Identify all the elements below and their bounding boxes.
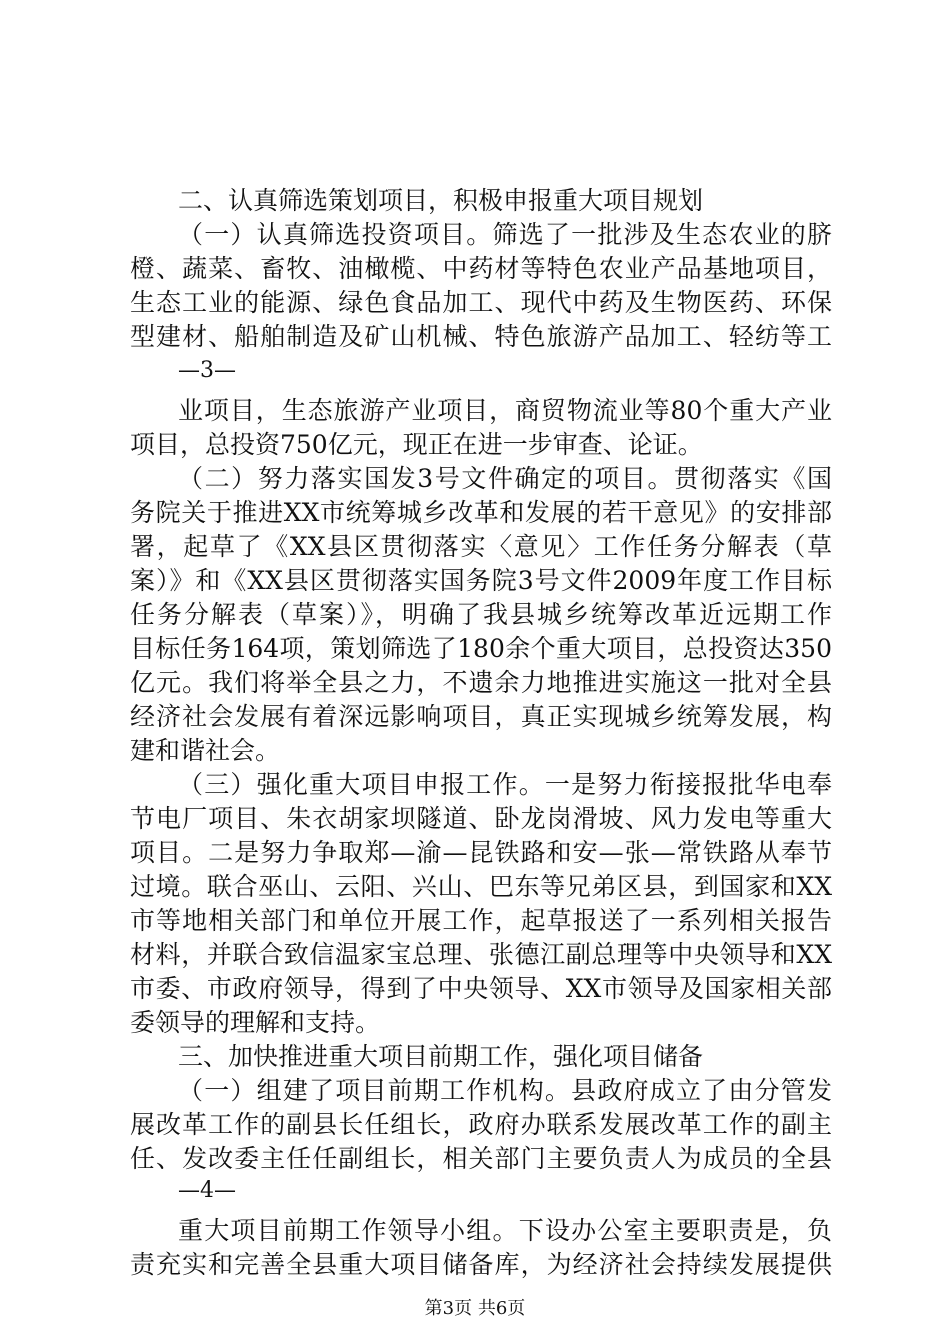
page-footer: 第3页 共6页 — [424, 1298, 526, 1319]
page-number-marker: —4— — [178, 1178, 236, 1203]
paragraph-line: 业项目，生态旅游产业项目，商贸物流业等80个重大产业 — [178, 396, 832, 425]
paragraph-line: （一）组建了项目前期工作机构。县政府成立了由分管发 — [178, 1076, 832, 1105]
paragraph-line: 过境。联合巫山、云阳、兴山、巴东等兄弟区县，到国家和XX — [130, 872, 832, 901]
paragraph-line: 项目，总投资750亿元，现正在进一步审查、论证。 — [130, 430, 703, 459]
paragraph-line: 市等地相关部门和单位开展工作，起草报送了一系列相关报告 — [130, 906, 832, 935]
paragraph-line: 任、发改委主任任副组长，相关部门主要负责人为成员的全县 — [130, 1144, 832, 1173]
paragraph-line: 重大项目前期工作领导小组。下设办公室主要职责是，负 — [178, 1216, 832, 1245]
paragraph-line: （二）努力落实国发3号文件确定的项目。贯彻落实《国 — [178, 464, 832, 493]
paragraph-line: 建和谐社会。 — [130, 736, 281, 765]
paragraph-line: 展改革工作的副县长任组长，政府办联系发展改革工作的副主 — [130, 1110, 832, 1139]
paragraph-line: 务院关于推进XX市统筹城乡改革和发展的若干意见》的安排部 — [130, 498, 832, 527]
paragraph-line: 委领导的理解和支持。 — [130, 1008, 381, 1037]
paragraph-line: 橙、蔬菜、畜牧、油橄榄、中药材等特色农业产品基地项目， — [130, 254, 832, 283]
paragraph-line: 项目。二是努力争取郑—渝—昆铁路和安—张—常铁路从奉节 — [130, 838, 832, 867]
paragraph-line: 目标任务164项，策划筛选了180余个重大项目，总投资达350 — [130, 634, 832, 663]
section-heading: 二、认真筛选策划项目，积极申报重大项目规划 — [178, 186, 704, 215]
paragraph-line: 市委、市政府领导，得到了中央领导、XX市领导及国家相关部 — [130, 974, 832, 1003]
section-heading: 三、加快推进重大项目前期工作，强化项目储备 — [178, 1042, 704, 1071]
paragraph-line: 任务分解表（草案）》，明确了我县城乡统筹改革近远期工作 — [130, 600, 832, 629]
paragraph-line: 亿元。我们将举全县之力，不遗余力地推进实施这一批对全县 — [130, 668, 832, 697]
page-number-marker: —3— — [178, 358, 236, 383]
paragraph-line: 型建材、船舶制造及矿山机械、特色旅游产品加工、轻纺等工 — [130, 322, 832, 351]
paragraph-line: 节电厂项目、朱衣胡家坝隧道、卧龙岗滑坡、风力发电等重大 — [130, 804, 832, 833]
paragraph-line: 材料，并联合致信温家宝总理、张德江副总理等中央领导和XX — [130, 940, 832, 969]
paragraph-line: 案）》和《XX县区贯彻落实国务院3号文件2009年度工作目标 — [130, 566, 832, 595]
paragraph-line: 生态工业的能源、绿色食品加工、现代中药及生物医药、环保 — [130, 288, 832, 317]
paragraph-line: （一）认真筛选投资项目。筛选了一批涉及生态农业的脐 — [178, 220, 832, 249]
paragraph-line: 署，起草了《XX县区贯彻落实〈意见〉工作任务分解表（草 — [130, 532, 832, 561]
paragraph-line: （三）强化重大项目申报工作。一是努力衔接报批华电奉 — [178, 770, 832, 799]
paragraph-line: 责充实和完善全县重大项目储备库，为经济社会持续发展提供 — [130, 1250, 832, 1279]
paragraph-line: 经济社会发展有着深远影响项目，真正实现城乡统筹发展，构 — [130, 702, 832, 731]
